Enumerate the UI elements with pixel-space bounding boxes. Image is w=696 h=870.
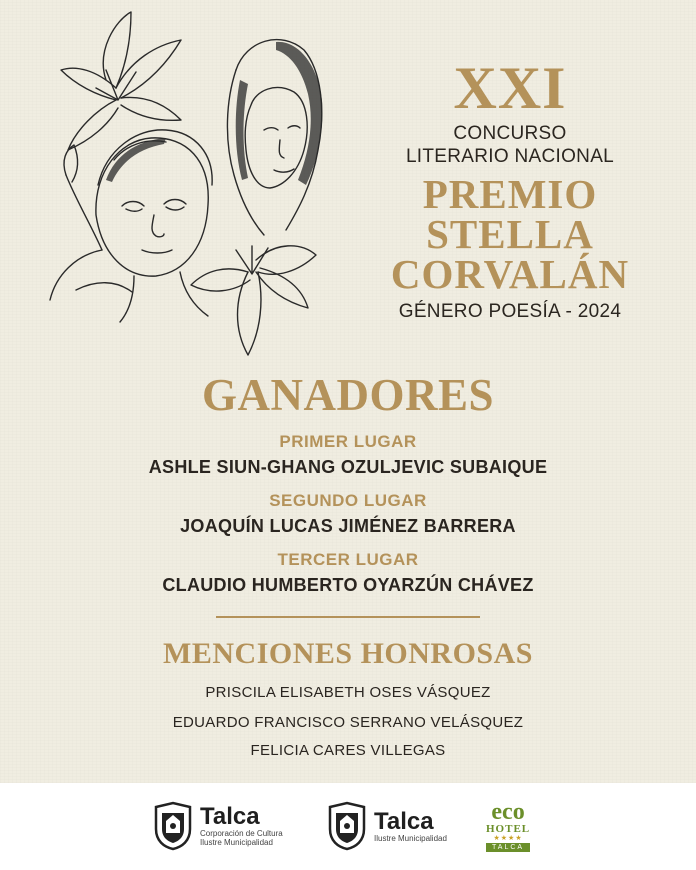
title-block bbox=[340, 55, 680, 324]
talca-crest-icon bbox=[152, 801, 194, 851]
mention-1: PRISCILA ELISABETH OSES VÁSQUEZ bbox=[205, 684, 491, 701]
first-place bbox=[0, 432, 696, 478]
logo-corporacion-cultura-talca bbox=[152, 797, 283, 855]
hotel-stars-icon: ★★★★ bbox=[493, 834, 523, 842]
portraits-illustration bbox=[36, 10, 336, 372]
third-place bbox=[0, 550, 696, 596]
section-divider bbox=[216, 616, 480, 618]
logo1-sub1: Corporación de Cultura bbox=[200, 829, 283, 838]
hotel-text: HOTEL bbox=[486, 822, 531, 835]
contest-line-1: CONCURSO bbox=[453, 123, 567, 144]
second-place-name: JOAQUÍN LUCAS JIMÉNEZ BARRERA bbox=[180, 516, 516, 536]
logo-municipalidad-talca bbox=[326, 797, 447, 855]
second-place bbox=[0, 491, 696, 537]
edition-number: XXI bbox=[453, 55, 567, 121]
prize-line-1: PREMIO bbox=[422, 171, 598, 217]
talca-tag: TALCA bbox=[486, 843, 530, 852]
prize-line-2: STELLA bbox=[426, 211, 594, 257]
talca-crest-icon bbox=[326, 801, 368, 851]
mention-2: EDUARDO FRANCISCO SERRANO VELÁSQUEZ bbox=[172, 714, 524, 731]
second-place-label: SEGUNDO LUGAR bbox=[269, 491, 427, 510]
mention-3: FELICIA CARES VILLEGAS bbox=[250, 742, 446, 759]
logo1-name: Talca bbox=[200, 803, 260, 830]
third-place-name: CLAUDIO HUMBERTO OYARZÚN CHÁVEZ bbox=[162, 575, 534, 595]
first-place-label: PRIMER LUGAR bbox=[279, 432, 417, 451]
prize-line-3: CORVALÁN bbox=[390, 251, 630, 297]
third-place-label: TERCER LUGAR bbox=[277, 550, 419, 569]
winners-title: GANADORES bbox=[201, 370, 495, 420]
genre-year: GÉNERO POESÍA - 2024 bbox=[398, 301, 622, 322]
mentions-title: MENCIONES HONROSAS bbox=[163, 637, 533, 670]
eco-text: eco bbox=[491, 798, 525, 825]
sponsor-footer bbox=[0, 783, 696, 870]
logo1-sub2: Ilustre Municipalidad bbox=[200, 838, 273, 847]
logo2-name: Talca bbox=[374, 807, 434, 835]
logo2-sub: Ilustre Municipalidad bbox=[374, 833, 447, 843]
logo-eco-hotel bbox=[486, 797, 530, 855]
contest-line-2: LITERARIO NACIONAL bbox=[405, 146, 615, 167]
first-place-name: ASHLE SIUN-GHANG OZULJEVIC SUBAIQUE bbox=[148, 457, 548, 477]
